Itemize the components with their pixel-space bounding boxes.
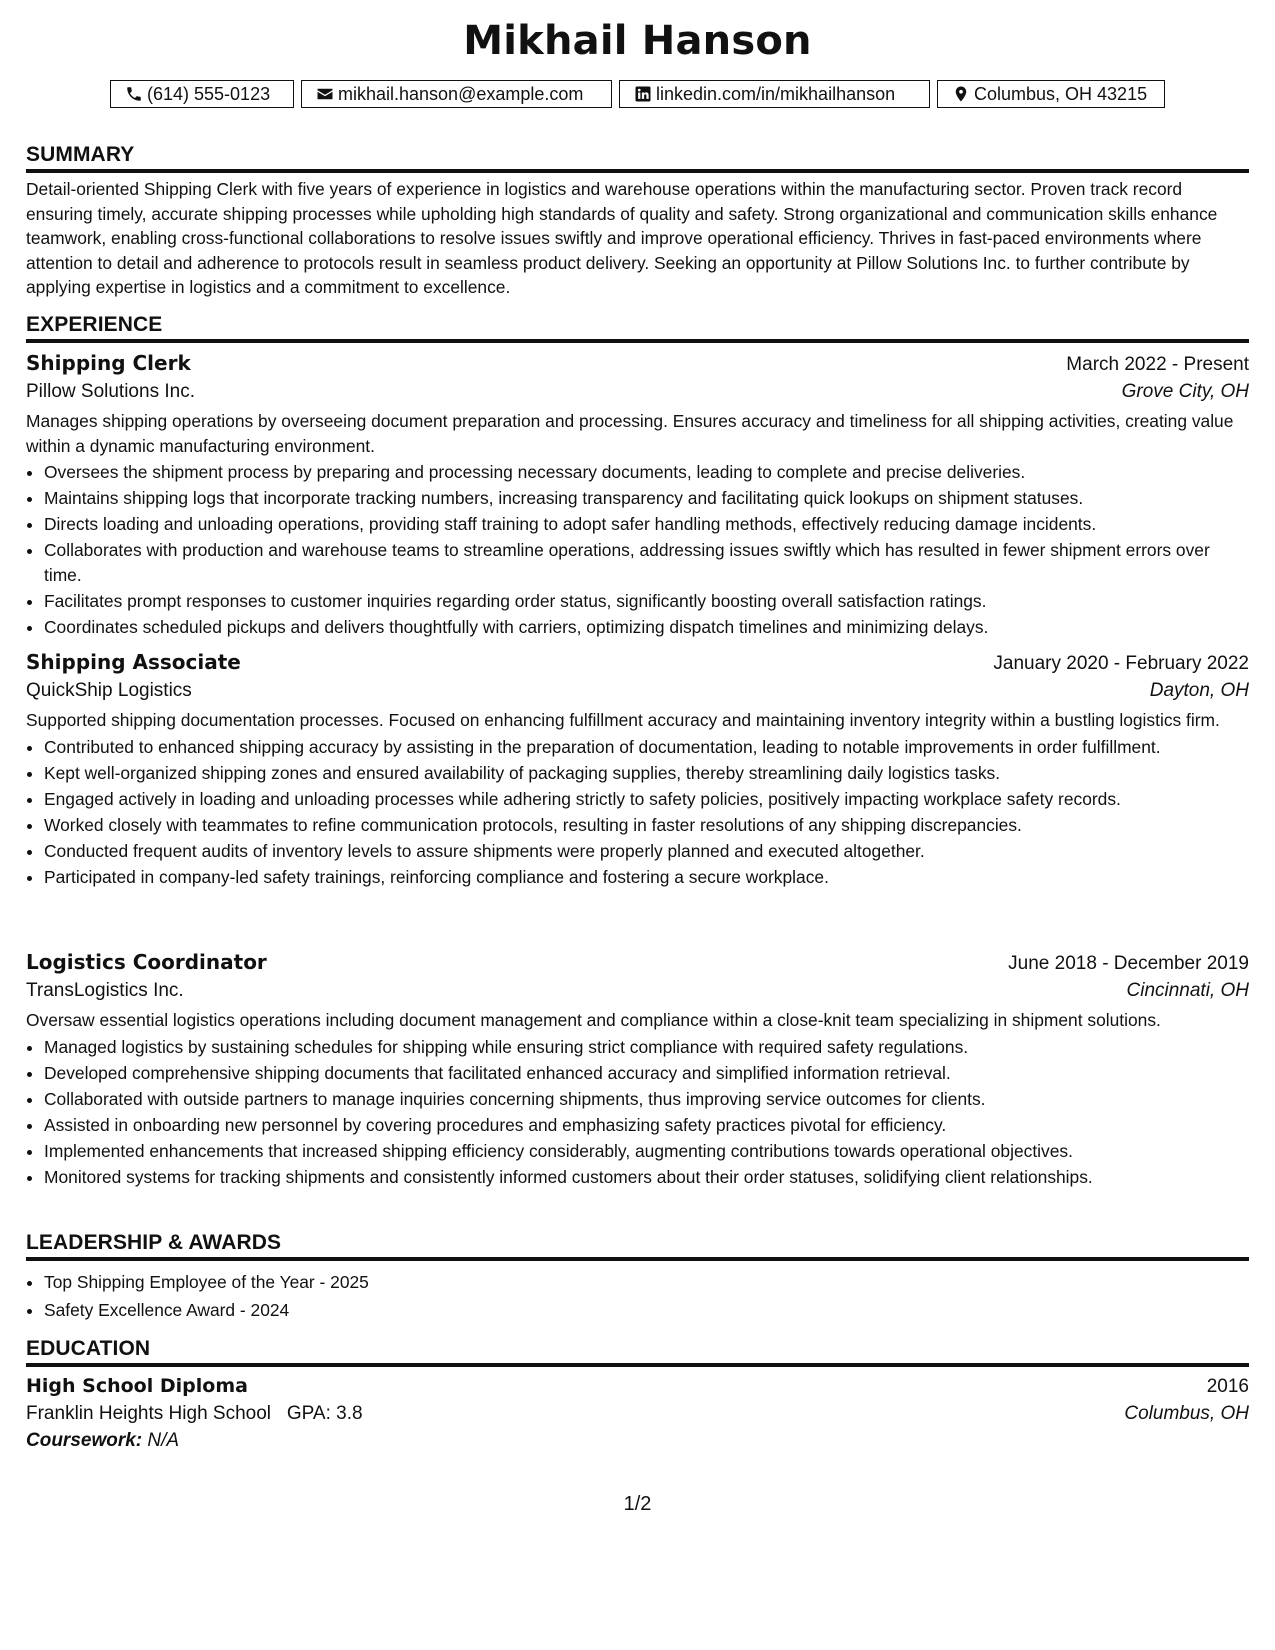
- job-header: [26, 950, 1249, 975]
- leadership-section: [26, 1231, 1249, 1324]
- education-header: [26, 1375, 1249, 1398]
- job-location: Dayton, OH: [1149, 680, 1249, 701]
- email-text: mikhail.hanson@example.com: [338, 83, 584, 104]
- job-description: Supported shipping documentation processes. Focused on enhancing fulfillment accuracy and maintaining inventory integrity within a bustling logistics firm.: [26, 710, 1220, 730]
- list-item: • Monitored systems for tracking shipments and consistently informed customers about their order statuses, solidifying client relationships.: [44, 1165, 1249, 1190]
- job-dates: January 2020 - February 2022: [993, 653, 1249, 674]
- job-entry: [26, 351, 1249, 641]
- list-item: • Safety Excellence Award - 2024: [44, 1297, 1249, 1323]
- location-chip: [937, 80, 1165, 108]
- section-heading: EDUCATION: [26, 1337, 1249, 1367]
- phone-icon: [125, 85, 143, 103]
- list-item: • Top Shipping Employee of the Year - 2025: [44, 1269, 1249, 1295]
- section-heading: LEADERSHIP & AWARDS: [26, 1231, 1249, 1261]
- envelope-icon: [316, 85, 334, 103]
- job-title: Shipping Associate: [26, 650, 241, 674]
- contact-bar: [0, 80, 1275, 108]
- job-header: [26, 650, 1249, 675]
- list-item: • Contributed to enhanced shipping accuracy by assisting in the preparation of documentation, leading to notable improvements in order fulfillment.: [44, 735, 1249, 760]
- phone-chip: [110, 80, 294, 108]
- list-item: • Managed logistics by sustaining schedules for shipping while ensuring strict compliance with required safety regulations.: [44, 1035, 1249, 1060]
- linkedin-icon: [634, 85, 652, 103]
- job-subheader: [26, 680, 1249, 702]
- job-description: Oversaw essential logistics operations including document management and compliance within a close-knit team specializing in shipment solutions.: [26, 1010, 1161, 1030]
- job-location: Grove City, OH: [1121, 381, 1249, 402]
- coursework-line: [26, 1430, 1249, 1452]
- list-item: • Oversees the shipment process by preparing and processing necessary documents, leading to complete and precise deliveries.: [44, 460, 1249, 485]
- job-subheader: [26, 381, 1249, 403]
- education-subheader: [26, 1403, 1249, 1425]
- job-dates: June 2018 - December 2019: [1008, 953, 1249, 974]
- section-heading: EXPERIENCE: [26, 313, 1249, 343]
- list-item: • Engaged actively in loading and unloading processes while adhering strictly to safety policies, positively impacting workplace safety records.: [44, 787, 1249, 812]
- list-item: • Participated in company-led safety trainings, reinforcing compliance and fostering a secure workplace.: [44, 865, 1249, 890]
- school-name: Franklin Heights High School: [26, 1403, 272, 1424]
- coursework-label: Coursework:: [26, 1430, 143, 1451]
- list-item: • Developed comprehensive shipping documents that facilitated enhanced accuracy and simplified information retrieval.: [44, 1061, 1249, 1086]
- list-item: • Maintains shipping logs that incorporate tracking numbers, increasing transparency and facilitating quick lookups on shipment statuses.: [44, 486, 1249, 511]
- job-title: Logistics Coordinator: [26, 950, 267, 974]
- email-chip[interactable]: [301, 80, 612, 108]
- coursework-value: N/A: [147, 1430, 180, 1451]
- list-item: • Conducted frequent audits of inventory levels to assure shipments were properly planned and executed altogether.: [44, 839, 1249, 864]
- job-bullets: [26, 1035, 1249, 1190]
- job-bullets: [26, 735, 1249, 890]
- education-section: [26, 1337, 1249, 1452]
- list-item: • Assisted in onboarding new personnel by covering procedures and emphasizing safety practices pivotal for efficiency.: [44, 1113, 1249, 1138]
- job-subheader: [26, 980, 1249, 1002]
- page-number: 1/2: [623, 1493, 652, 1515]
- linkedin-chip[interactable]: [619, 80, 930, 108]
- job-entry: [26, 950, 1249, 1191]
- job-header: [26, 351, 1249, 376]
- linkedin-text: linkedin.com/in/mikhailhanson: [656, 83, 896, 104]
- job-location: Cincinnati, OH: [1126, 980, 1249, 1001]
- experience-section: [26, 313, 1249, 343]
- graduation-year: 2016: [1206, 1376, 1249, 1397]
- location-text: Columbus, OH 43215: [974, 83, 1148, 104]
- awards-list: [26, 1269, 1249, 1323]
- section-heading: SUMMARY: [26, 143, 1249, 173]
- school-location: Columbus, OH: [1124, 1403, 1249, 1424]
- phone-text: (614) 555-0123: [147, 83, 271, 104]
- company-name: Pillow Solutions Inc.: [26, 381, 195, 402]
- map-pin-icon: [952, 85, 970, 103]
- company-name: QuickShip Logistics: [26, 680, 192, 701]
- job-description: Manages shipping operations by overseeing document preparation and processing. Ensures accuracy and timeliness for all shipping activities, creating value within a dynamic manufacturing environment.: [26, 411, 1234, 456]
- list-item: • Directs loading and unloading operations, providing staff training to adopt safer handling methods, effectively reducing damage incidents.: [44, 512, 1249, 537]
- summary-text: Detail-oriented Shipping Clerk with five years of experience in logistics and warehouse operations within the manufacturing sector. Proven track record ensuring timely, accurate shipping processes while upholding high standards of quality and safety. Strong organizational and communication skills enhance teamwork, enabling cross-functional collaborations to resolve issues swiftly and improve operational efficiency. Thrives in fast-paced environments where attention to detail and adherence to protocols result in seamless product delivery. Seeking an opportunity at Pillow Solutions Inc. to further contribute by applying expertise in logistics and a commitment to excellence.: [26, 179, 1218, 297]
- candidate-name: Mikhail Hanson: [463, 18, 812, 64]
- gpa: GPA: 3.8: [286, 1403, 363, 1424]
- company-name: TransLogistics Inc.: [26, 980, 184, 1001]
- degree: High School Diploma: [26, 1375, 248, 1397]
- list-item: • Facilitates prompt responses to customer inquiries regarding order status, significantly boosting overall satisfaction ratings.: [44, 589, 1249, 614]
- list-item: • Coordinates scheduled pickups and delivers thoughtfully with carriers, optimizing dispatch timelines and minimizing delays.: [44, 615, 1249, 640]
- job-title: Shipping Clerk: [26, 351, 191, 375]
- job-bullets: [26, 460, 1249, 639]
- list-item: • Collaborated with outside partners to manage inquiries concerning shipments, thus improving service outcomes for clients.: [44, 1087, 1249, 1112]
- list-item: • Worked closely with teammates to refine communication protocols, resulting in faster resolutions of any shipping discrepancies.: [44, 813, 1249, 838]
- school-line: [26, 1403, 363, 1425]
- job-dates: March 2022 - Present: [1066, 354, 1249, 375]
- list-item: • Collaborates with production and warehouse teams to streamline operations, addressing issues swiftly which has resulted in fewer shipment errors over time.: [44, 538, 1249, 587]
- job-entry: [26, 650, 1249, 891]
- list-item: • Implemented enhancements that increased shipping efficiency considerably, augmenting contributions towards operational objectives.: [44, 1139, 1249, 1164]
- summary-section: [26, 143, 1249, 300]
- list-item: • Kept well-organized shipping zones and ensured availability of packaging supplies, thereby streamlining daily logistics tasks.: [44, 761, 1249, 786]
